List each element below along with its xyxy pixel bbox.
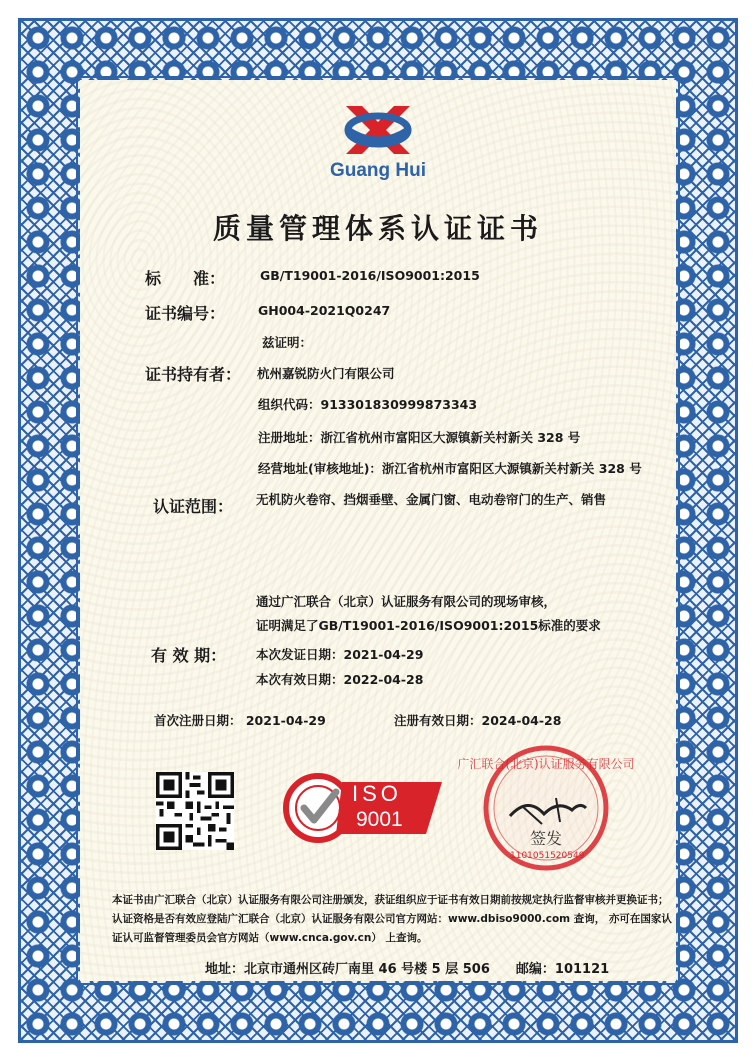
seal-sign-text: 签发	[530, 829, 563, 848]
cert-number-value: GH004-2021Q0247	[258, 303, 391, 318]
brand-name: Guang Hui	[329, 160, 427, 181]
holder-label: 证书持有者：	[145, 365, 242, 384]
footer-address: 地址：北京市通州区砖厂南里 46 号楼 5 层 506 邮编：101121	[205, 962, 610, 977]
registered-address: 注册地址：浙江省杭州市富阳区大源镇新关村新关 328 号	[258, 430, 581, 445]
standard-label: 标 准：	[145, 269, 226, 288]
footer-line3: 证认可监督管理委员会官方网站（www.cnca.gov.cn） 上查询。	[112, 932, 428, 944]
guanghui-logo-icon	[336, 98, 420, 160]
footer-line1: 本证书由广汇联合（北京）认证服务有限公司注册颁发，获证组织应于证书有效日期前按规定执行监督审核并更换证书；	[112, 894, 669, 906]
registration-valid-date: 注册有效日期：2024-04-28	[394, 713, 562, 728]
svg-text:广汇联合(北京)认证服务有限公司: 广汇联合(北京)认证服务有限公司	[457, 757, 635, 771]
validity-label: 有 效 期：	[151, 646, 227, 665]
issue-date: 本次发证日期：2021-04-29	[256, 647, 424, 662]
audit-statement-line2: 证明满足了GB/T19001-2016/ISO9001:2015标准的要求	[256, 618, 601, 633]
first-registration-date: 首次注册日期： 2021-04-29	[154, 713, 326, 728]
seal-number: 1101051520549	[510, 851, 585, 861]
standard-value: GB/T19001-2016/ISO9001:2015	[260, 268, 480, 283]
org-code: 组织代码：913301830999873343	[258, 397, 478, 412]
scope-label: 认证范围：	[153, 497, 234, 516]
iso-badge-number: 9001	[356, 808, 403, 831]
hereby-text: 兹证明：	[262, 335, 313, 350]
scope-value: 无机防火卷帘、挡烟垂壁、金属门窗、电动卷帘门的生产、销售	[256, 492, 607, 507]
footer-line2: 认证资格是否有效应登陆广汇联合（北京）认证服务有限公司官方网站：www.dbiso9000.com 查询， 亦可在国家认	[112, 913, 672, 925]
qr-code-icon[interactable]	[156, 772, 234, 850]
certificate-title: 质量管理体系认证证书	[212, 212, 543, 245]
operating-address: 经营地址(审核地址)：浙江省杭州市富阳区大源镇新关村新关 328 号	[258, 461, 642, 476]
cert-number-label: 证书编号：	[145, 304, 226, 323]
audit-statement-line1: 通过广汇联合（北京）认证服务有限公司的现场审核，	[256, 594, 557, 609]
expire-date: 本次有效日期：2022-04-28	[256, 672, 424, 687]
iso-badge-iso: ISO	[352, 781, 402, 806]
holder-value: 杭州嘉锐防火门有限公司	[257, 366, 395, 381]
